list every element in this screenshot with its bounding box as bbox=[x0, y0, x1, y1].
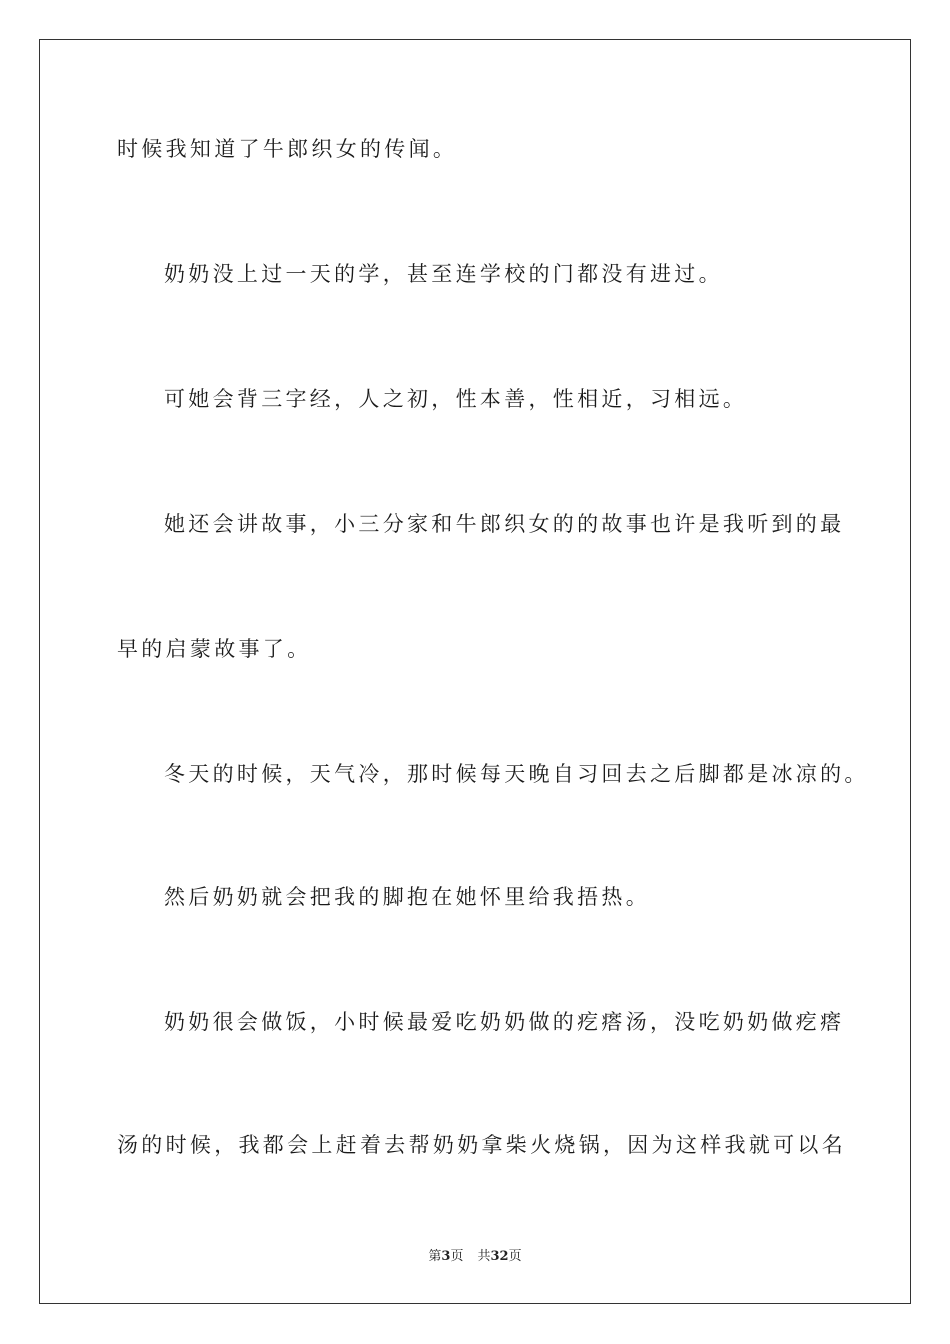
paragraph-line: 奶奶很会做饭，小时候最爱吃奶奶做的疙瘩汤，没吃奶奶做疙瘩 bbox=[164, 1010, 845, 1034]
paragraph-line: 汤的时候，我都会上赶着去帮奶奶拿柴火烧锅，因为这样我就可以名 bbox=[117, 1133, 846, 1157]
page-prefix: 第 bbox=[428, 1249, 442, 1264]
page-number: 3 bbox=[441, 1249, 451, 1264]
total-pages: 32 bbox=[490, 1249, 509, 1264]
paragraph-line: 可她会背三字经，人之初，性本善，性相近，习相远。 bbox=[164, 387, 748, 411]
paragraph-line: 时候我知道了牛郎织女的传闻。 bbox=[117, 137, 458, 161]
page-footer bbox=[0, 1249, 950, 1265]
total-suffix: 页 bbox=[508, 1249, 522, 1264]
paragraph-line: 然后奶奶就会把我的脚抱在她怀里给我捂热。 bbox=[164, 885, 650, 909]
page-border bbox=[39, 39, 911, 1304]
page-suffix: 页 bbox=[450, 1249, 464, 1264]
total-prefix: 共 bbox=[477, 1249, 491, 1264]
paragraph-line: 冬天的时候，天气冷，那时候每天晚自习回去之后脚都是冰凉的。 bbox=[164, 762, 869, 786]
paragraph-line: 奶奶没上过一天的学，甚至连学校的门都没有进过。 bbox=[164, 262, 723, 286]
paragraph-line: 她还会讲故事，小三分家和牛郎织女的的故事也许是我听到的最 bbox=[164, 512, 845, 536]
paragraph-line: 早的启蒙故事了。 bbox=[117, 637, 312, 661]
